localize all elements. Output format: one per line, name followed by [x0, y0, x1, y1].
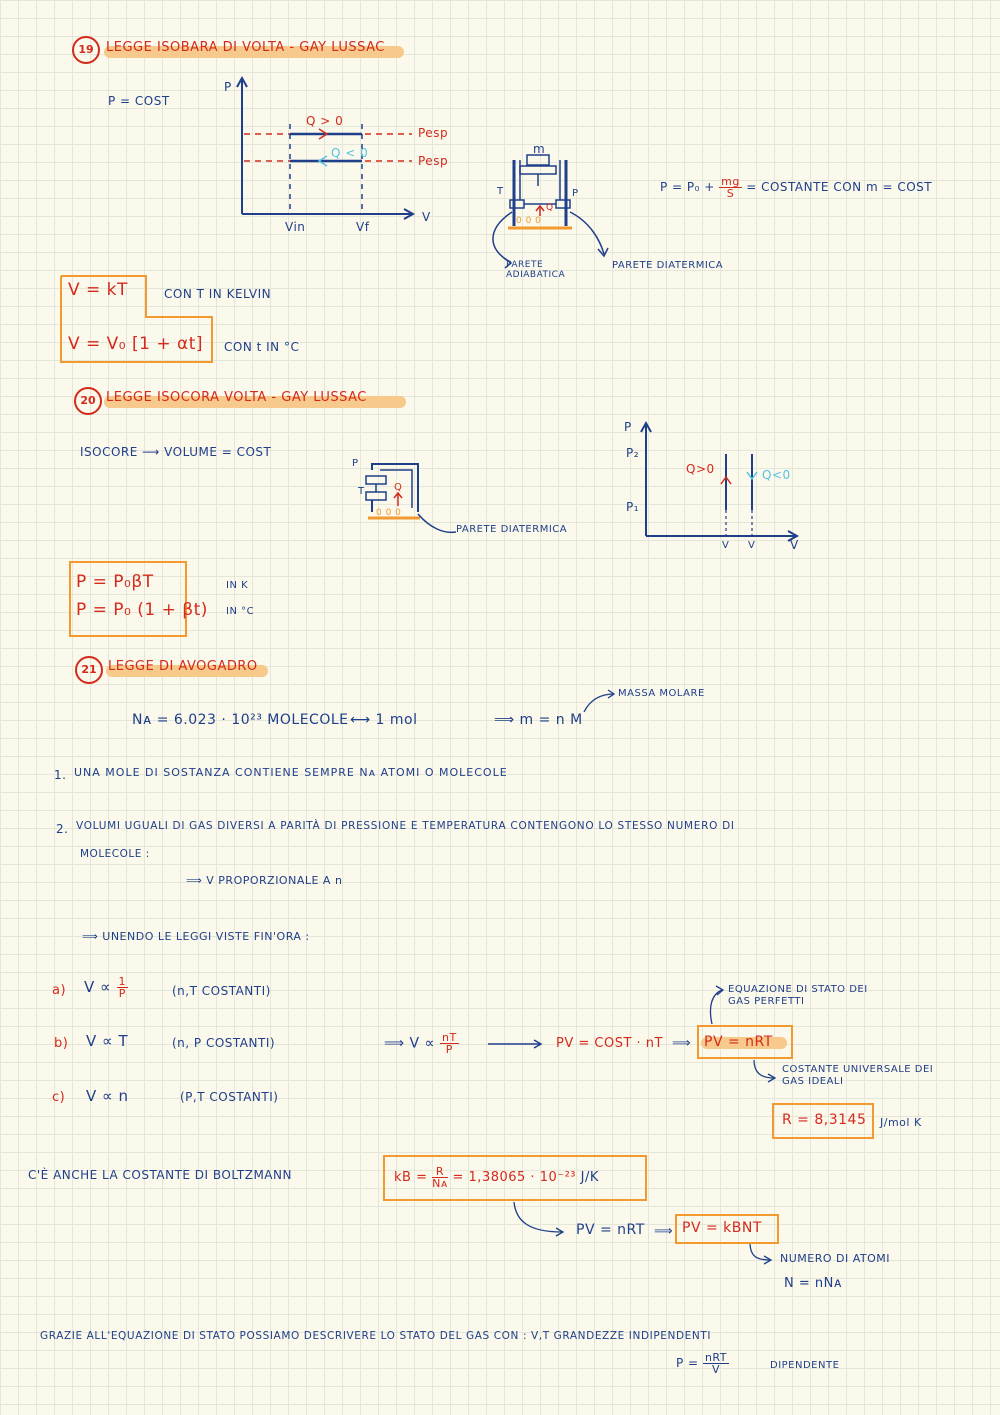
num-atomi-label: NUMERO DI ATOMI — [780, 1252, 891, 1265]
iso-q-positive: Q>0 — [686, 462, 715, 476]
item-a-den: P — [118, 987, 126, 1000]
iso-axis-v-label: V — [790, 538, 799, 552]
item-c-expr: V ∝ n — [86, 1087, 129, 1105]
iso-v2-label: V — [748, 540, 756, 551]
result-den: P — [445, 1043, 453, 1056]
vin-label: Vin — [285, 220, 306, 234]
section-20-number: 20 — [74, 387, 102, 415]
result-lhs: ⟹ V ∝ — [384, 1035, 436, 1052]
massa-molare-label: MASSA MOLARE — [618, 688, 705, 699]
formula-v-v0: V = V₀ [1 + αt] — [68, 334, 204, 354]
section-21-number: 21 — [75, 656, 103, 684]
r-unit: J/mol K — [880, 1116, 922, 1129]
iso-axis-p-label: P — [624, 420, 632, 434]
axis-v-label: V — [422, 210, 431, 224]
kb-lhs: kB = — [394, 1170, 428, 1185]
item-b-expr: V ∝ T — [86, 1032, 129, 1050]
pv-nrt-2: PV = nRT — [576, 1222, 645, 1238]
footer-line: GRAZIE ALL'EQUAZIONE DI STATO POSSIAMO DESCRIVERE LO STATO DEL GAS CON : V,T GRANDEZZE INDIPENDENTI — [40, 1330, 712, 1342]
isocore-line: ISOCORE ⟶ VOLUME = COST — [80, 445, 272, 459]
piston-q-label: Q — [546, 203, 554, 213]
footer-p-formula — [676, 1352, 729, 1375]
n-equation: N = nNᴀ — [784, 1276, 843, 1291]
item-a-note: (n,T COSTANTI) — [172, 984, 271, 998]
q-positive-label: Q > 0 — [306, 114, 344, 128]
kb-unit: J/K — [580, 1170, 599, 1185]
item-b-note: (n, P COSTANTI) — [172, 1036, 276, 1050]
item-c-label: c) — [52, 1090, 66, 1105]
mass-equation: ⟹ m = n M — [494, 712, 583, 728]
kb-value: = 1,38065 · 10⁻²³ — [452, 1170, 577, 1185]
proportional-line: ⟹ V PROPORZIONALE A n — [186, 874, 343, 887]
formula-v-v0-note: CON t IN °C — [224, 340, 300, 354]
formula-v-kt: V = kT — [68, 280, 128, 300]
point-2-text: VOLUMI UGUALI DI GAS DIVERSI A PARITÀ DI PRESSIONE E TEMPERATURA CONTENGONO LO STESSO NUMERO DI — [76, 820, 735, 832]
pv-kbnt: PV = kBNT — [682, 1220, 762, 1236]
cost-univ-label: COSTANTE UNIVERSALE DEI — [782, 1064, 934, 1075]
section-19-number: 19 — [72, 36, 100, 64]
burner-flames: 0 0 0 — [516, 216, 542, 226]
formula-p-p0-1bt-note: IN °C — [226, 606, 255, 617]
vf-label: Vf — [356, 220, 370, 234]
axis-p-label: P — [224, 80, 232, 94]
cost-univ-label-2: GAS IDEALI — [782, 1076, 844, 1087]
formula-p-p0bt: P = P₀βT — [76, 572, 154, 592]
iso-piston-p-label: P — [352, 458, 359, 469]
point-2-text-cont: MOLECOLE : — [80, 848, 150, 860]
section-19-title: LEGGE ISOBARA DI VOLTA - GAY LUSSAC — [106, 40, 385, 55]
item-b-label: b) — [54, 1036, 69, 1051]
pv-nrt: PV = nRT — [704, 1034, 773, 1050]
iso-v1-label: V — [722, 540, 730, 551]
eq-stato-label: EQUAZIONE DI STATO DEI — [728, 984, 868, 995]
iso-piston-q-label: Q — [394, 482, 403, 493]
piston-mass-label: m — [533, 142, 546, 156]
item-a-lhs: V ∝ — [84, 978, 112, 996]
q-negative-label: Q < 0 — [331, 146, 369, 160]
footer-p-num: nRT — [704, 1351, 727, 1364]
iso-burner-flames: 0 0 0 — [376, 508, 402, 518]
wall-adiabatic-label: PARETE ADIABATICA — [506, 260, 566, 280]
mg-numerator: mg — [721, 175, 740, 188]
result-implies: ⟹ — [672, 1036, 692, 1051]
implies-2: ⟹ — [654, 1224, 674, 1239]
footer-dipendente: DIPENDENTE — [770, 1360, 840, 1371]
boltzmann-intro: C'È ANCHE LA COSTANTE DI BOLTZMANN — [28, 1168, 292, 1182]
p-cost: P = COST — [108, 94, 170, 108]
iso-wall-diathermic-label: PARETE DIATERMICA — [456, 524, 568, 535]
pesp-label-1: Pesp — [418, 126, 449, 140]
piston-p-label: P — [572, 188, 579, 199]
pv-cost-nt: PV = COST · nT — [556, 1036, 663, 1051]
mol-equivalence: ⟷ 1 mol — [350, 712, 418, 728]
footer-p-den: V — [711, 1363, 720, 1376]
kb-num: R — [432, 1166, 448, 1178]
section-21-title: LEGGE DI AVOGADRO — [108, 659, 258, 674]
iso-p1-label: P₁ — [626, 500, 640, 514]
point-1-number: 1. — [54, 768, 67, 782]
point-1-text: UNA MOLE DI SOSTANZA CONTIENE SEMPRE Nᴀ ATOMI O MOLECOLE — [74, 766, 508, 779]
wall-diathermic-label: PARETE DIATERMICA — [612, 260, 724, 271]
formula-v-kt-note: CON T IN KELVIN — [164, 287, 272, 301]
pressure-formula-lhs: P = P₀ + — [660, 180, 715, 194]
s-denominator: S — [726, 187, 735, 200]
point-2-number: 2. — [56, 822, 69, 836]
footer-p-lhs: P = — [676, 1356, 699, 1370]
kb-den: Nᴀ — [432, 1177, 448, 1190]
piston-t-label: T — [497, 186, 504, 197]
r-value: R = 8,3145 — [782, 1112, 867, 1128]
unendo-line: ⟹ UNENDO LE LEGGI VISTE FIN'ORA : — [82, 930, 310, 943]
section-20-title: LEGGE ISOCORA VOLTA - GAY LUSSAC — [106, 390, 367, 405]
result-num: nT — [442, 1031, 457, 1044]
formula-p-p0bt-note: IN K — [226, 580, 249, 591]
item-a-label: a) — [52, 983, 67, 998]
item-a-num: 1 — [118, 975, 127, 988]
iso-piston-t-label: T — [358, 486, 365, 497]
item-c-note: (P,T COSTANTI) — [180, 1090, 279, 1104]
pesp-label-2: Pesp — [418, 154, 449, 168]
formula-p-p0-1bt: P = P₀ (1 + βt) — [76, 600, 208, 620]
iso-p2-label: P₂ — [626, 446, 640, 460]
eq-stato-label-2: GAS PERFETTI — [728, 996, 805, 1007]
iso-q-negative: Q<0 — [762, 468, 791, 482]
pressure-formula-rest: = COSTANTE CON m = COST — [746, 180, 933, 194]
avogadro-number: Nᴀ = 6.023 · 10²³ MOLECOLE — [132, 712, 349, 728]
